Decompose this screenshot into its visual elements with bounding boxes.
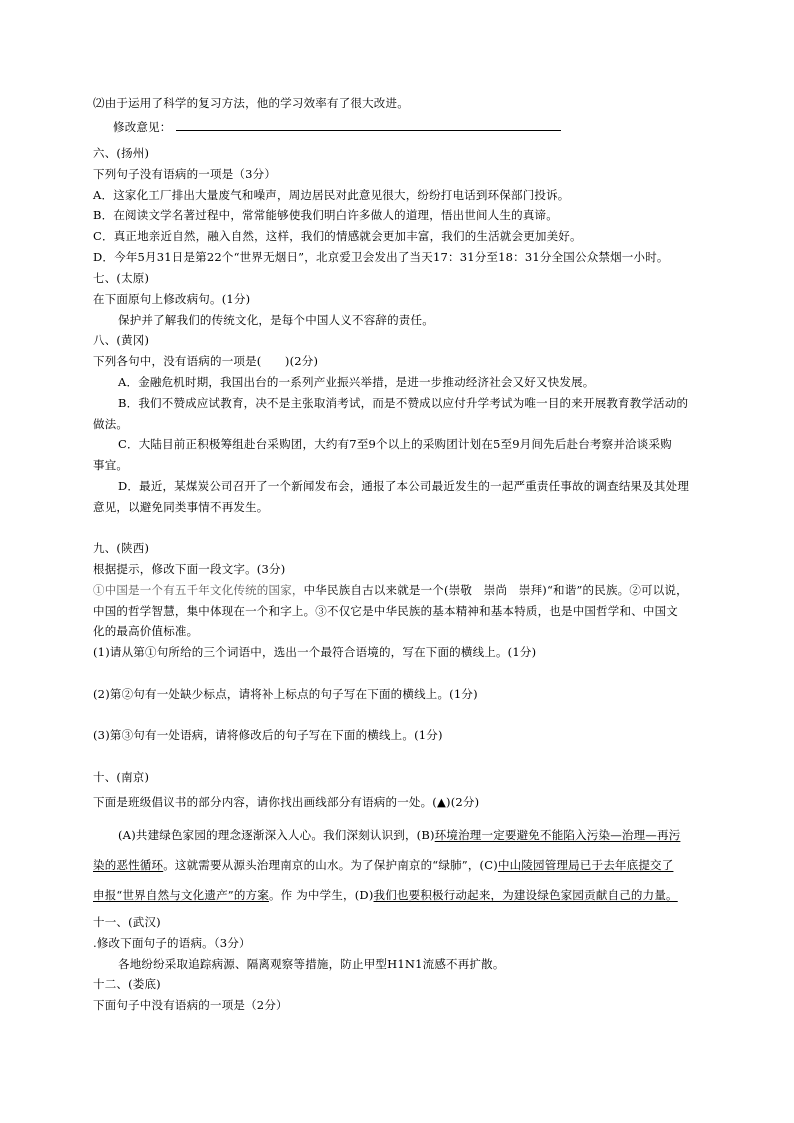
option-b: B．我们不赞成应试教育，决不是主张取消考试，而是不赞成以应付升学考试为唯一目的来开展教育教学活动的 <box>118 396 689 410</box>
text-line: ⑵由于运用了科学的复习方法，他的学习效率有了很大改进。 <box>93 96 409 110</box>
section-heading: 八、(黄冈) <box>93 333 150 347</box>
text-line: 保护并了解我们的传统文化，是每个中国人义不容辞的责任。 <box>118 313 434 327</box>
sub-question: (1)请从第①句所给的三个词语中，选出一个最符合语境的，写在下面的横线上。(1分) <box>93 645 537 659</box>
text-line: 事宜。 <box>93 458 129 472</box>
option-d: D．最近，某煤炭公司召开了一个新闻发布会，通报了本公司最近发生的一起严重责任事故的调查结果及其处理 <box>118 479 690 493</box>
option-c: C．真正地亲近自然，融入自然，这样，我们的情感就会更加丰富，我们的生活就会更加美好。 <box>93 229 582 243</box>
question-stem: 根据提示，修改下面一段文字。(3分) <box>93 562 286 576</box>
passage-line: 染的恶性循环。这就需要从源头治理南京的山水。为了保护南京的“绿肺”，(C)中山陵园管理局已于去年底提交了 <box>93 858 674 872</box>
section-heading: 六、(扬州) <box>93 146 150 160</box>
passage-line: 申报“世界自然与文化遗产”的方案。作 为中学生，(D)我们也要积极行动起来，为建设绿色家园贡献自己的力量。 <box>93 888 678 902</box>
passage-line: 中国的哲学智慧，集中体现在一个和字上。③不仅它是中华民族的基本精神和基本特质，也是中国哲学和、中国文 <box>93 604 678 618</box>
question-stem: 下面是班级倡议书的部分内容，请你找出画线部分有语病的一处。(▲)(2分) <box>93 795 480 809</box>
option-c: C．大陆目前正积极筹组赴台采购团，大约有7至9个以上的采购团计划在5至9月间先后赴台考察并洽谈采购 <box>118 437 672 451</box>
option-d: D．今年5月31日是第22个“世界无烟日”，北京爱卫会发出了当天17：31分至18：31分全国公众禁烟一小时。 <box>93 250 669 264</box>
text-line: 做法。 <box>93 417 129 431</box>
section-heading: 七、(太原) <box>93 271 150 285</box>
question-stem: 下面句子中没有语病的一项是（2分） <box>93 998 288 1012</box>
section-heading: 十、(南京) <box>93 770 150 784</box>
text-line: 修改意见： <box>113 119 561 135</box>
section-heading: 九、(陕西) <box>93 541 150 555</box>
passage-line: 化的最高价值标准。 <box>93 624 199 638</box>
section-heading: 十二、(娄底) <box>93 977 161 991</box>
option-a: A．金融危机时期，我国出台的一系列产业振兴举措，是进一步推动经济社会又好又快发展。 <box>118 375 595 389</box>
section-heading: 十一、(武汉) <box>93 915 161 929</box>
sub-question: (3)第③句有一处语病，请将修改后的句子写在下面的横线上。(1分) <box>93 728 443 742</box>
question-stem: 下列句子没有语病的一项是（3分） <box>93 167 277 181</box>
passage-line: ①中国是一个有五千年文化传统的国家，中华民族自古以来就是一个(崇敬 崇尚 崇拜)“和谐”的民族。②可以说， <box>93 583 688 597</box>
text-line: 各地纷纷采取追踪病源、隔离观察等措施，防止甲型H1N1流感不再扩散。 <box>118 957 505 971</box>
question-stem: 在下面原句上修改病句。(1分) <box>93 292 251 306</box>
question-stem: 下列各句中，没有语病的一项是( )(2分) <box>93 354 319 368</box>
question-stem: .修改下面句子的语病。（3分） <box>93 936 251 950</box>
passage-line: (A)共建绿色家园的理念逐渐深入人心。我们深刻认识到，(B)环境治理一定要避免不能陷入污染—治理—再污 <box>118 828 681 842</box>
option-b: B．在阅读文学名著过程中，常常能够使我们明白许多做人的道理，悟出世间人生的真谛。 <box>93 208 558 222</box>
text-line: 意见，以避免同类事情不再发生。 <box>93 500 269 514</box>
sub-question: (2)第②句有一处缺少标点，请将补上标点的句子写在下面的横线上。(1分) <box>93 687 478 701</box>
answer-blank[interactable] <box>176 119 561 131</box>
option-a: A．这家化工厂排出大量废气和噪声，周边居民对此意见很大，纷纷打电话到环保部门投诉。 <box>93 188 570 202</box>
